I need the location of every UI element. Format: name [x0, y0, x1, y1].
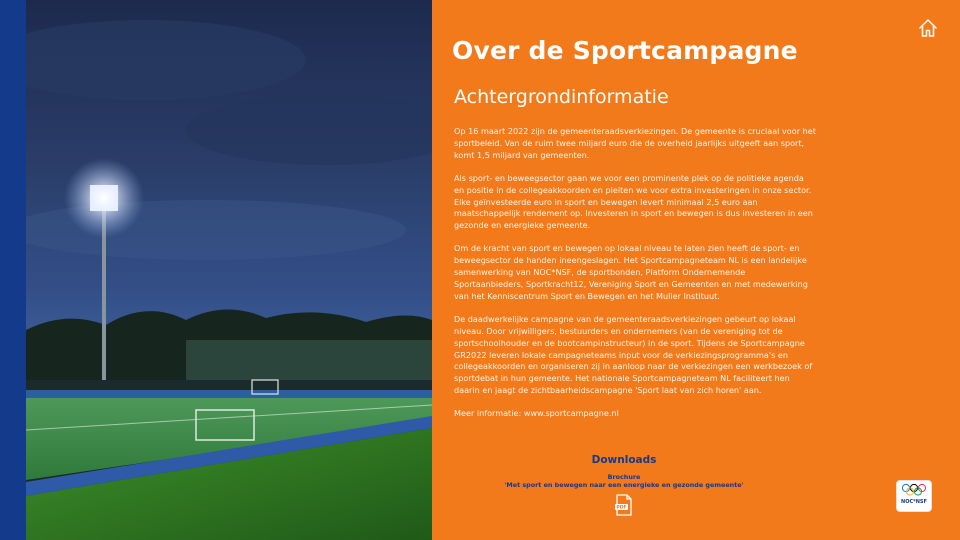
downloads-heading: Downloads	[591, 454, 657, 466]
home-icon[interactable]	[918, 18, 938, 38]
pdf-label: PDF	[616, 505, 627, 511]
paragraph: De daadwerkelijke campagne van de gemeenteraadsverkiezingen gebeurt op lokaal niveau. Door vrijwilligers, bestuurders en ondernemers (van de vereniging tot de sportschoolhouder en de bootcampinstructeur) in de sport. Tijdens de Sportcampagne GR2022 leveren lokale campagneteams input voor de verkiezingsprogramma's en collegeakkoorden en organiseren zij in aanloop naar de verkiezingen een werkbezoek of sportdebat in hun gemeente. Het nationale Sportcampagneteam NL faciliteert hen daarin en jaagt de zichtbaarheidscampagne 'Sport laat van zich horen' aan.	[454, 313, 813, 396]
brochure-title[interactable]: 'Met sport en bewegen naar een energieke en gezonde gemeente'	[504, 481, 744, 489]
page-title: Over de Sportcampagne	[452, 36, 798, 65]
pdf-file-icon	[614, 494, 634, 516]
page-subtitle: Achtergrondinformatie	[454, 86, 669, 108]
info-panel	[432, 0, 960, 540]
hockey-field-photo	[26, 0, 432, 540]
logo-text: NOC*NSF	[901, 499, 927, 505]
downloads-section	[492, 454, 756, 520]
paragraph: Om de kracht van sport en bewegen op lokaal niveau te laten zien heeft de sport- en beweegsector de handen ineengeslagen. Het Sportcampagneteam NL is een landelijke samenwerking van NOC*NSF, de sportbonden, Platform Ondernemende Sportaanbieders, Sportkracht12, Vereniging Sport en Gemeenten en met medewerking van het Kenniscentrum Sport en Bewegen en het Mulier Instituut.	[454, 243, 808, 301]
olympic-rings-icon	[899, 482, 929, 496]
paragraph: Als sport- en beweegsector gaan we voor een prominente plek op de politieke agenda en positie in de collegeakkoorden en pleiten we voor extra investeringen in onze sector. Elke geïnvesteerde euro in sport en bewegen levert minimaal 2,5 euro aan maatschappelijk rendement op. Investeren in sport en bewegen is dus investeren in een gezonde en energieke gemeente.	[454, 172, 813, 231]
more-info-link[interactable]: Meer informatie: www.sportcampagne.nl	[454, 408, 619, 419]
body-text	[454, 126, 816, 431]
paragraph: Op 16 maart 2022 zijn de gemeenteraadsverkiezingen. De gemeente is cruciaal voor het sportbeleid. Van de ruim twee miljard euro die de overheid jaarlijks uitgeeft aan sport, komt 1,5 miljard van gemeenten.	[454, 126, 816, 160]
pdf-download-button[interactable]	[614, 494, 634, 520]
noc-nsf-logo	[896, 480, 932, 512]
blue-side-stripe	[0, 0, 26, 540]
brochure-label: Brochure	[607, 473, 641, 481]
